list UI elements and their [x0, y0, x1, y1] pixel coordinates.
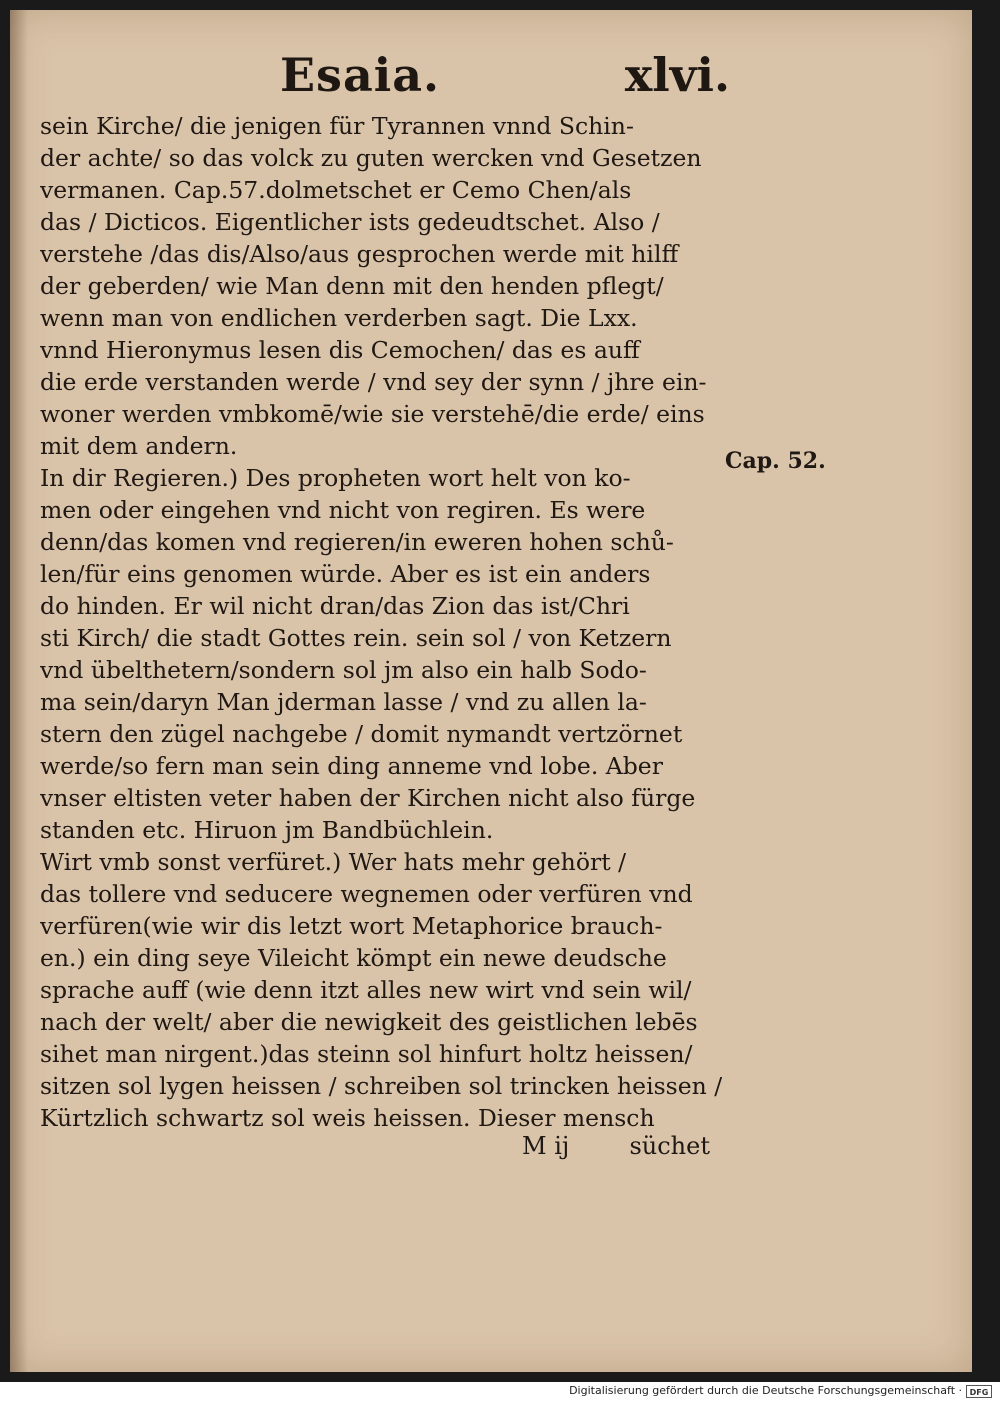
- text-line: verstehe /das dis/Also/aus gesprochen werde mit hilff: [40, 240, 679, 268]
- margin-note: Cap. 52.: [725, 448, 826, 474]
- text-line: ma sein/daryn Man jderman lasse / vnd zu allen la-: [40, 688, 647, 716]
- text-line: das tollere vnd seducere wegnemen oder verfüren vnd: [40, 880, 693, 908]
- folio-number: xlvi.: [624, 48, 730, 102]
- signature-mark: M ij: [522, 1132, 570, 1160]
- catchword-row: [510, 1132, 710, 1168]
- text-line: die erde verstanden werde / vnd sey der synn / jhre ein-: [40, 368, 707, 396]
- text-line: do hinden. Er wil nicht dran/das Zion das ist/Chri: [40, 592, 630, 620]
- text-line: woner werden vmbkomē/wie sie verstehē/die erde/ eins: [40, 400, 705, 428]
- text-line: Kürtzlich schwartz sol weis heissen. Dieser mensch: [40, 1104, 655, 1132]
- text-line: Wirt vmb sonst verfüret.) Wer hats mehr gehört /: [40, 848, 627, 876]
- text-line: standen etc. Hiruon jm Bandbüchlein.: [40, 816, 494, 844]
- text-line: men oder eingehen vnd nicht von regiren. Es were: [40, 496, 646, 524]
- text-line: vnd übelthetern/sondern sol jm also ein halb Sodo-: [40, 656, 647, 684]
- body-text: [40, 110, 730, 1134]
- text-line: sihet man nirgent.)das steinn sol hinfurt holtz heissen/: [40, 1040, 693, 1068]
- text-line: denn/das komen vnd regieren/in eweren hohen schů-: [40, 528, 674, 556]
- text-line: vnser eltisten veter haben der Kirchen nicht also fürge: [40, 784, 696, 812]
- running-head: [280, 48, 730, 108]
- text-line: vermanen. Cap.57.dolmetschet er Cemo Chen/als: [40, 176, 632, 204]
- text-line: sti Kirch/ die stadt Gottes rein. sein sol / von Ketzern: [40, 624, 672, 652]
- text-line: en.) ein ding seye Vileicht kömpt ein newe deudsche: [40, 944, 667, 972]
- spine-shadow: [10, 10, 28, 1372]
- text-line: verfüren(wie wir dis letzt wort Metaphorice brauch-: [40, 912, 663, 940]
- text-line: das / Dicticos. Eigentlicher ists gedeudtschet. Also /: [40, 208, 660, 236]
- text-line: sein Kirche/ die jenigen für Tyrannen vnnd Schin-: [40, 112, 634, 140]
- text-line: In dir Regieren.) Des propheten wort helt von ko-: [40, 464, 631, 492]
- catchword: süchet: [629, 1132, 710, 1160]
- text-line: mit dem andern.: [40, 432, 238, 460]
- running-title: Esaia.: [280, 48, 441, 102]
- text-line: len/für eins genomen würde. Aber es ist ein anders: [40, 560, 651, 588]
- text-line: vnnd Hieronymus lesen dis Cemochen/ das es auff: [40, 336, 640, 364]
- text-line: der achte/ so das volck zu guten wercken vnd Gesetzen: [40, 144, 702, 172]
- text-line: der geberden/ wie Man denn mit den henden pflegt/: [40, 272, 664, 300]
- text-line: sprache auff (wie denn itzt alles new wirt vnd sein wil/: [40, 976, 692, 1004]
- credit-bar: [0, 1382, 1000, 1402]
- dfg-logo: DFG: [966, 1385, 992, 1398]
- book-page: [10, 10, 972, 1372]
- text-line: nach der welt/ aber die newigkeit des geistlichen lebēs: [40, 1008, 698, 1036]
- text-line: werde/so fern man sein ding anneme vnd lobe. Aber: [40, 752, 663, 780]
- text-line: stern den zügel nachgebe / domit nymandt vertzörnet: [40, 720, 683, 748]
- text-line: sitzen sol lygen heissen / schreiben sol trincken heissen /: [40, 1072, 723, 1100]
- text-line: wenn man von endlichen verderben sagt. Die Lxx.: [40, 304, 638, 332]
- credit-text: Digitalisierung gefördert durch die Deutsche Forschungsgemeinschaft ·: [569, 1384, 962, 1397]
